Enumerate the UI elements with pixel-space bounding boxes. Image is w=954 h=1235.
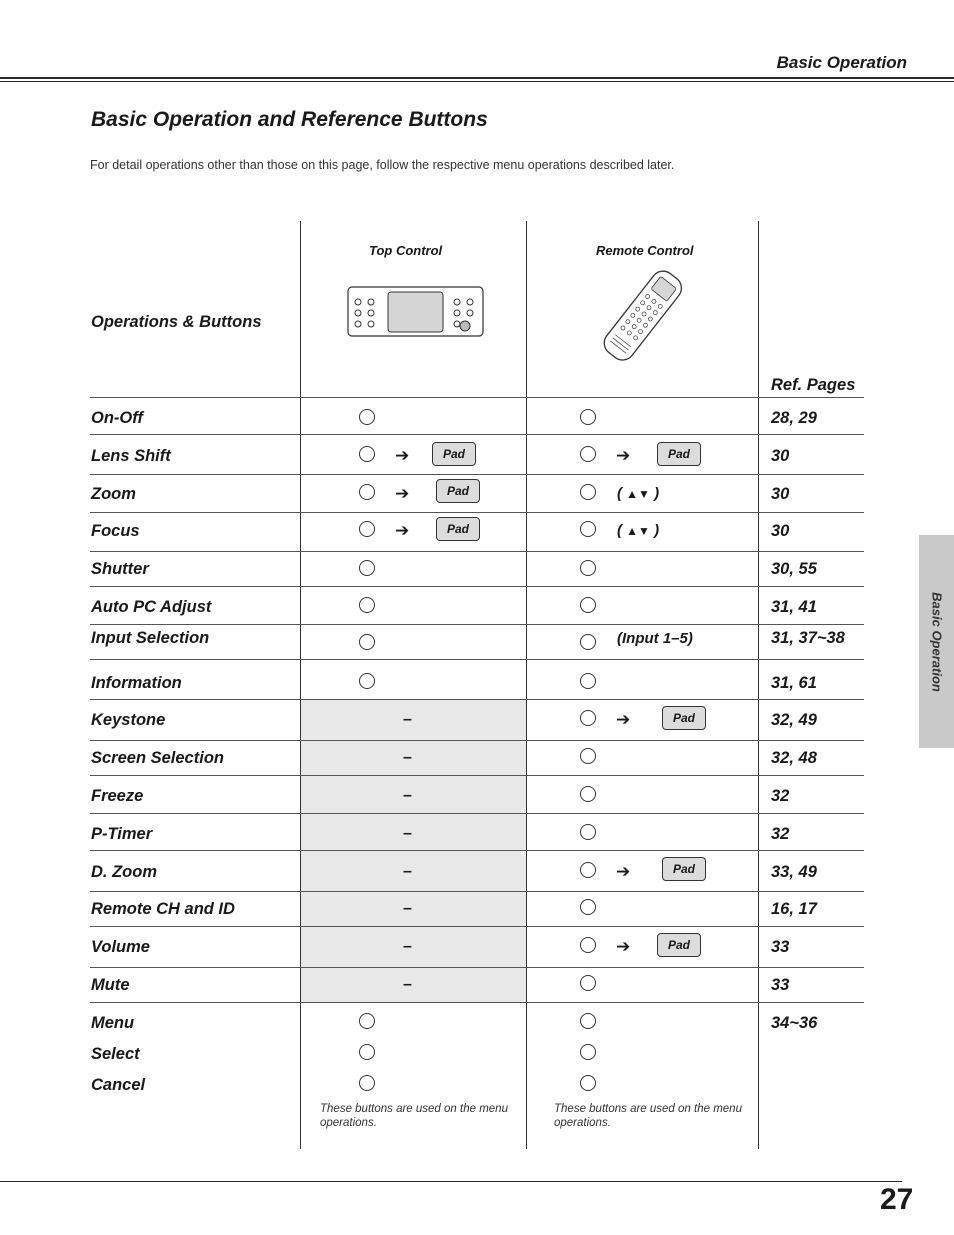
row-label-shutter: Shutter: [91, 560, 149, 578]
row-separator: [90, 926, 864, 927]
row-label-auto-pc-adjust: Auto PC Adjust: [91, 598, 212, 616]
row-label-volume: Volume: [91, 938, 150, 956]
top-button-icon: [359, 409, 375, 425]
ref-pages: 32: [771, 825, 790, 843]
intro-text: For detail operations other than those on this page, follow the respective menu operations described later.: [90, 158, 675, 172]
ref-pages: 34~36: [771, 1014, 818, 1032]
pad-icon: Pad: [436, 517, 480, 541]
top-button-icon: [359, 560, 375, 576]
pad-icon: Pad: [657, 442, 701, 466]
remote-button-icon: [580, 824, 596, 840]
row-separator: [90, 624, 864, 625]
ref-pages: 32: [771, 787, 790, 805]
pad-icon: Pad: [436, 479, 480, 503]
remote-button-icon: [580, 1075, 596, 1091]
not-available-dash: –: [403, 787, 412, 804]
ref-pages: 31, 41: [771, 598, 817, 616]
row-label-screen-selection: Screen Selection: [91, 749, 224, 767]
not-available-dash: –: [403, 825, 412, 842]
top-button-icon: [359, 673, 375, 689]
col-head-ref: Ref. Pages: [771, 376, 856, 394]
column-divider: [300, 221, 301, 1149]
ref-pages: 33: [771, 938, 790, 956]
up-down-triangle-icon: ▲▼: [626, 524, 650, 538]
header-rule-thin: [0, 81, 954, 82]
column-divider: [758, 221, 759, 1149]
not-available-dash: –: [403, 863, 412, 880]
row-label-cancel: Cancel: [91, 1076, 146, 1094]
remote-button-icon: [580, 862, 596, 878]
row-label-mute: Mute: [91, 976, 130, 994]
column-divider: [526, 221, 527, 1149]
row-separator: [90, 699, 864, 700]
not-available-dash: –: [403, 900, 412, 917]
top-button-icon: [359, 1044, 375, 1060]
up-down-indicator: ( ▲▼ ): [617, 522, 660, 539]
col-head-remote: Remote Control: [596, 243, 694, 258]
row-separator: [90, 512, 864, 513]
top-button-icon: [359, 597, 375, 613]
row-separator: [90, 775, 864, 776]
row-separator: [90, 586, 864, 587]
up-down-indicator: ( ▲▼ ): [617, 485, 660, 502]
ref-pages: 30: [771, 447, 790, 465]
row-separator: [90, 551, 864, 552]
remote-button-icon: [580, 409, 596, 425]
remote-button-icon: [580, 484, 596, 500]
not-available-dash: –: [403, 749, 412, 766]
remote-control-illustration: [592, 270, 694, 364]
remote-button-icon: [580, 1044, 596, 1060]
ref-pages: 31, 37~38: [771, 629, 845, 647]
row-separator: [90, 474, 864, 475]
top-menu-note: These buttons are used on the menu operations.: [320, 1103, 508, 1129]
row-label-freeze: Freeze: [91, 787, 144, 805]
ref-pages: 30: [771, 522, 790, 540]
side-tab-label: Basic Operation: [929, 591, 944, 692]
ref-pages: 33, 49: [771, 863, 817, 881]
remote-button-icon: [580, 560, 596, 576]
row-label-remote-ch-id: Remote CH and ID: [91, 900, 235, 918]
remote-button-icon: [580, 937, 596, 953]
top-button-icon: [359, 446, 375, 462]
arrow-icon: ➔: [395, 521, 410, 540]
section-label: Basic Operation: [776, 53, 907, 72]
remote-button-icon: [580, 975, 596, 991]
ref-pages: 30, 55: [771, 560, 817, 578]
remote-button-icon: [580, 786, 596, 802]
pad-icon: Pad: [662, 706, 706, 730]
remote-button-icon: [580, 521, 596, 537]
side-tab: [919, 535, 954, 748]
top-control-illustration: [347, 286, 484, 337]
row-label-on-off: On-Off: [91, 409, 143, 427]
row-label-p-timer: P-Timer: [91, 825, 153, 843]
row-separator: [90, 813, 864, 814]
pad-icon: Pad: [662, 857, 706, 881]
row-separator: [90, 967, 864, 968]
remote-button-icon: [580, 748, 596, 764]
top-button-icon: [359, 1013, 375, 1029]
remote-menu-note: These buttons are used on the menu operations.: [554, 1103, 742, 1129]
not-available-dash: –: [403, 938, 412, 955]
col-head-operations: Operations & Buttons: [91, 313, 262, 331]
remote-button-icon: [580, 634, 596, 650]
ref-pages: 30: [771, 485, 790, 503]
row-label-select: Select: [91, 1045, 140, 1063]
ref-pages: 31, 61: [771, 674, 817, 692]
top-button-icon: [359, 1075, 375, 1091]
pad-icon: Pad: [657, 933, 701, 957]
top-button-icon: [359, 634, 375, 650]
row-separator: [90, 434, 864, 435]
row-label-input-selection: Input Selection: [91, 629, 210, 647]
row-label-menu: Menu: [91, 1014, 135, 1032]
row-label-zoom: Zoom: [91, 485, 136, 503]
row-separator: [90, 1002, 864, 1003]
remote-button-icon: [580, 597, 596, 613]
top-button-icon: [359, 521, 375, 537]
remote-button-icon: [580, 899, 596, 915]
input-note: (Input 1–5): [617, 630, 693, 647]
row-label-information: Information: [91, 674, 182, 692]
remote-button-icon: [580, 1013, 596, 1029]
pad-icon: Pad: [432, 442, 476, 466]
shaded-top-control-cells: [301, 699, 526, 1003]
ref-pages: 32, 49: [771, 711, 817, 729]
row-label-d-zoom: D. Zoom: [91, 863, 157, 881]
col-head-top: Top Control: [369, 243, 443, 258]
arrow-icon: ➔: [616, 862, 631, 881]
up-down-triangle-icon: ▲▼: [626, 487, 650, 501]
ref-pages: 33: [771, 976, 790, 994]
row-separator: [90, 397, 864, 398]
header-rule: [0, 77, 954, 79]
arrow-icon: ➔: [616, 710, 631, 729]
arrow-icon: ➔: [616, 937, 631, 956]
page-number: 27: [880, 1183, 914, 1216]
not-available-dash: –: [403, 976, 412, 993]
row-label-keystone: Keystone: [91, 711, 166, 729]
top-button-icon: [359, 484, 375, 500]
ref-pages: 16, 17: [771, 900, 817, 918]
ref-pages: 32, 48: [771, 749, 817, 767]
row-label-focus: Focus: [91, 522, 140, 540]
row-separator: [90, 659, 864, 660]
footer-rule: [0, 1181, 902, 1182]
row-separator: [90, 891, 864, 892]
row-separator: [90, 850, 864, 851]
not-available-dash: –: [403, 711, 412, 728]
remote-button-icon: [580, 673, 596, 689]
remote-button-icon: [580, 446, 596, 462]
page-title: Basic Operation and Reference Buttons: [91, 108, 488, 131]
arrow-icon: ➔: [395, 484, 410, 503]
arrow-icon: ➔: [616, 446, 631, 465]
row-separator: [90, 740, 864, 741]
remote-button-icon: [580, 710, 596, 726]
ref-pages: 28, 29: [771, 409, 817, 427]
arrow-icon: ➔: [395, 446, 410, 465]
row-label-lens-shift: Lens Shift: [91, 447, 171, 465]
